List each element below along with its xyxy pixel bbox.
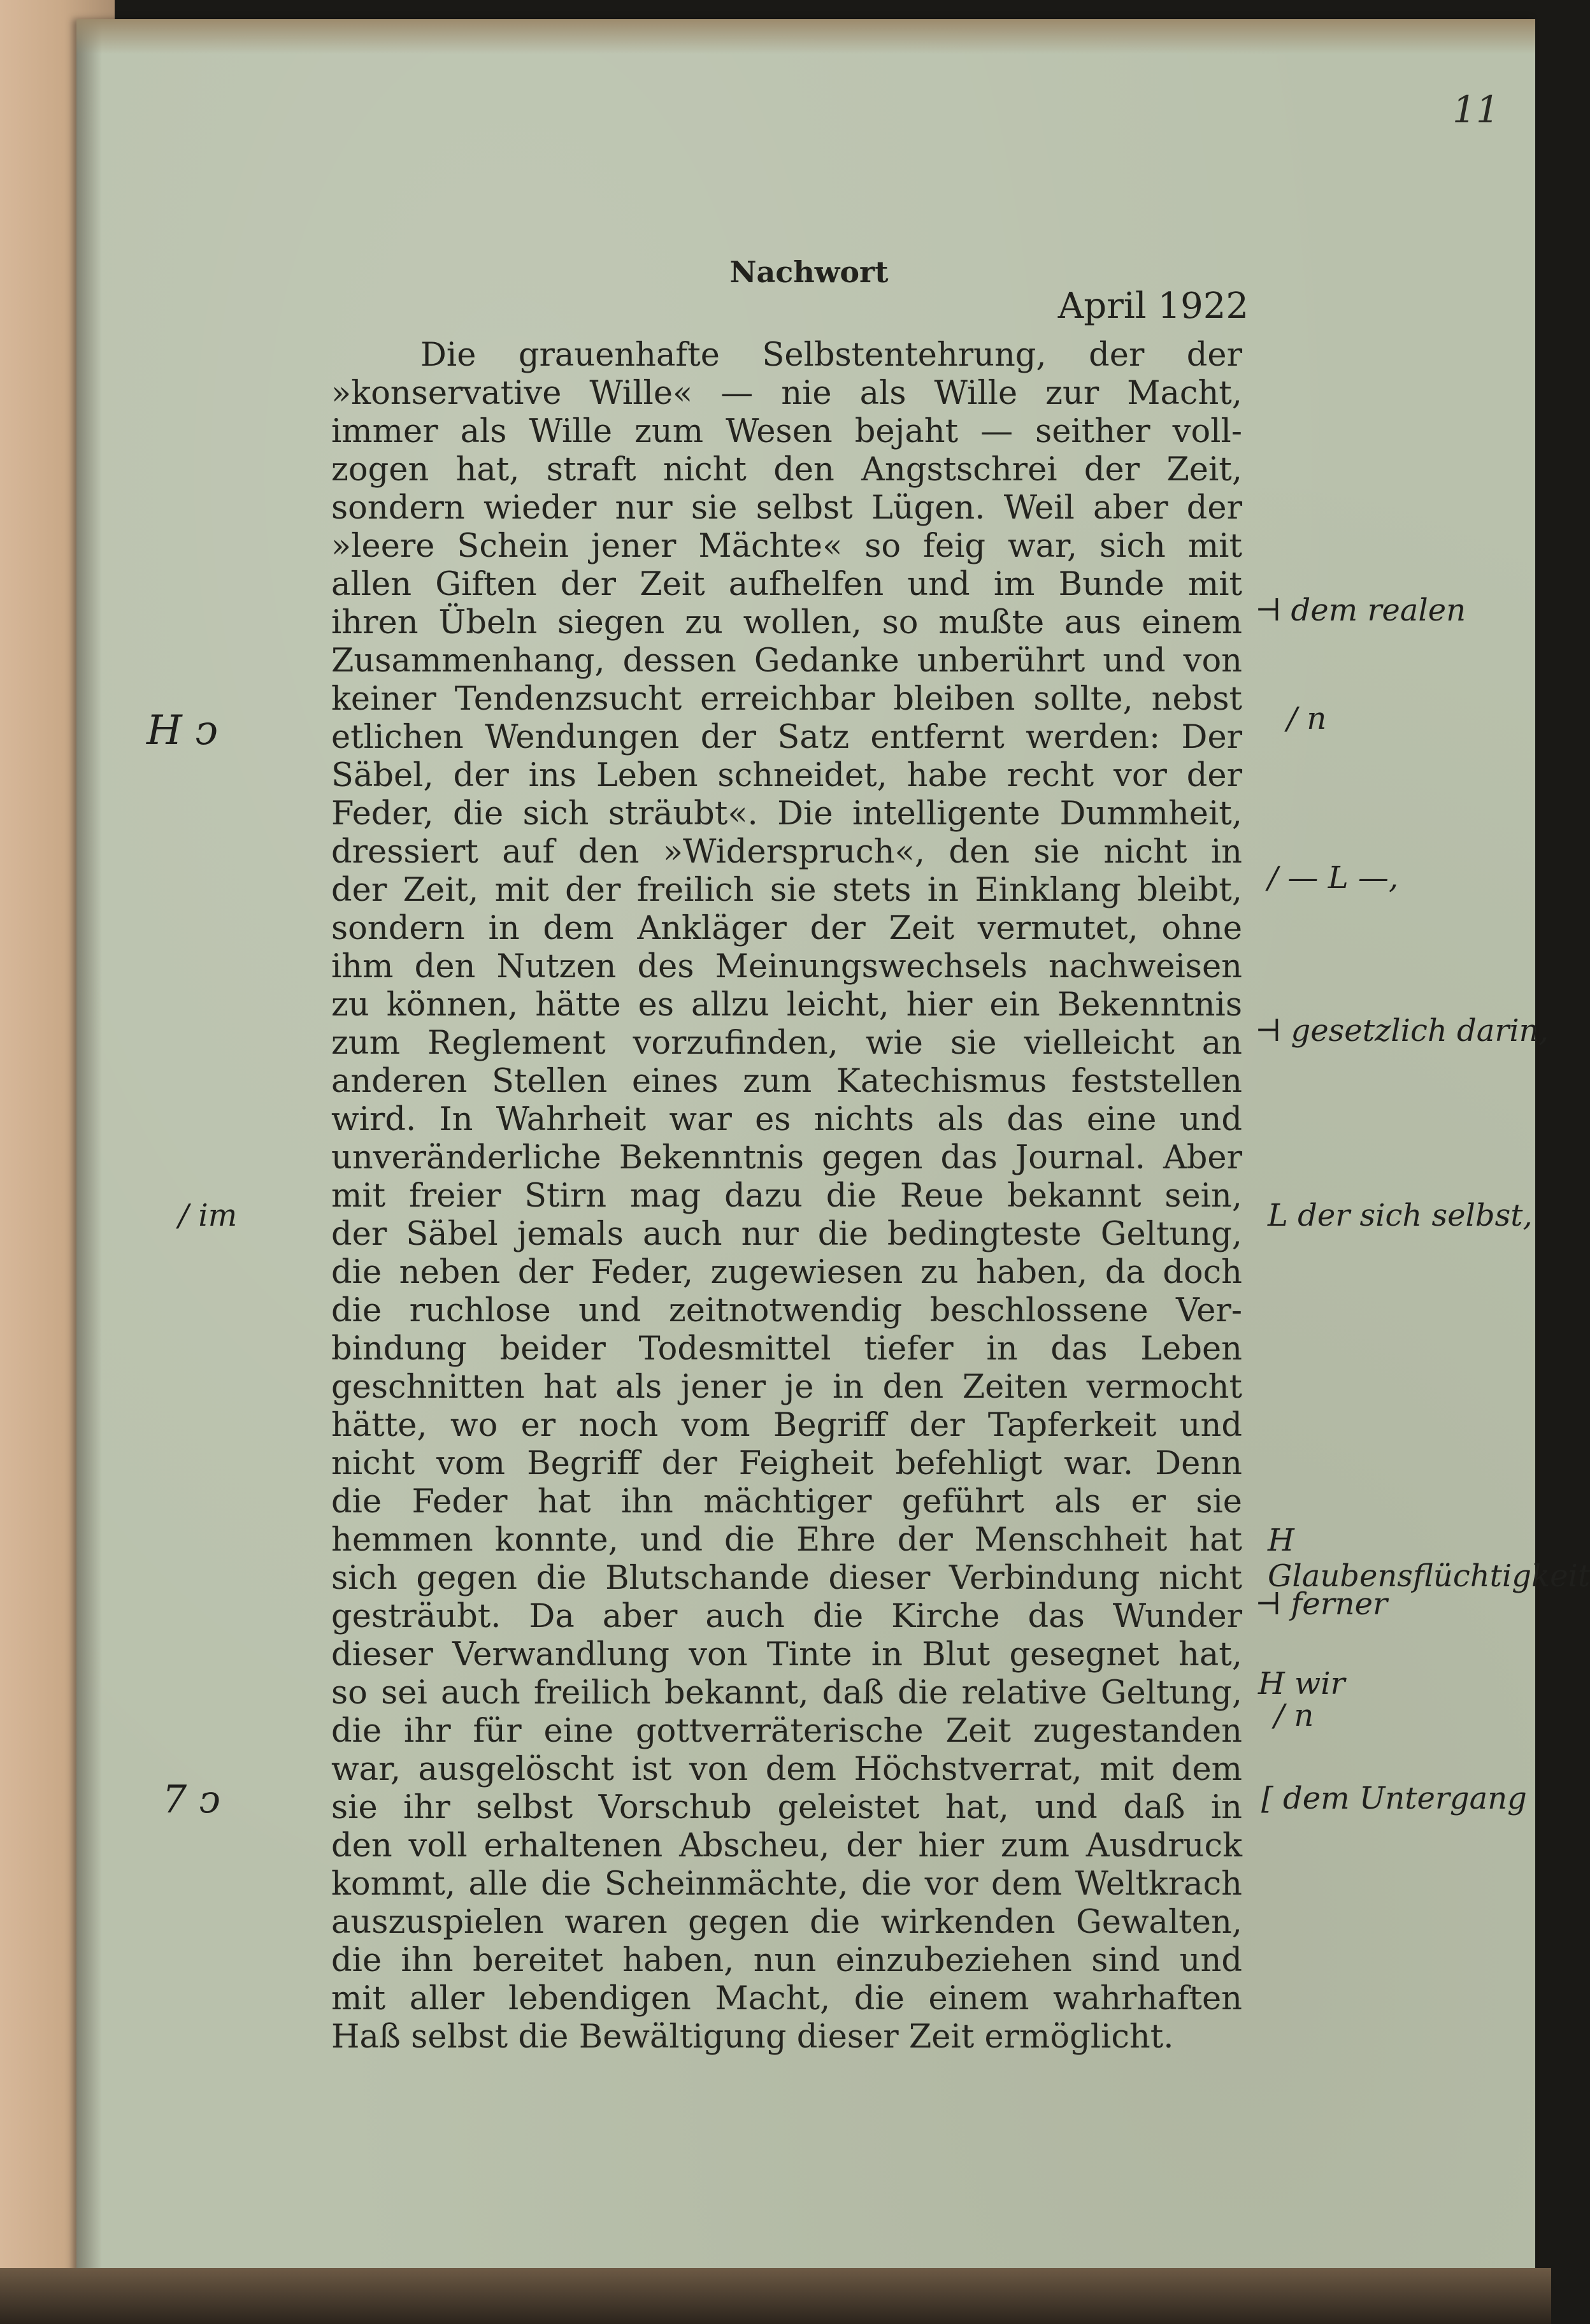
margin-note: / — L —, <box>1268 860 1399 896</box>
text-line: gesträubt. Da aber auch die Kirche das Wunder <box>331 1598 1242 1635</box>
text-line: Zusammenhang, dessen Gedanke unberührt und von <box>331 642 1242 680</box>
text-line: Feder, die sich sträubt«. Die intelligente Dummheit, <box>331 795 1242 833</box>
margin-note: 7 ↄ <box>162 1777 220 1822</box>
text-line: auszuspielen waren gegen die wirkenden Gewalten, <box>331 1904 1242 1941</box>
text-line: keiner Tendenzsucht erreichbar bleiben sollte, nebst <box>331 680 1242 718</box>
margin-note: / im <box>178 1198 238 1233</box>
margin-note: H Glaubensflüchtigkeit <box>1268 1523 1590 1594</box>
text-line: die Feder hat ihn mächtiger geführt als er sie <box>331 1483 1242 1521</box>
margin-note: ⊣ gesetzlich darin, <box>1255 1013 1549 1049</box>
text-line: zu können, hätte es allzu leicht, hier ein Bekenntnis <box>331 986 1242 1024</box>
text-line: sie ihr selbst Vorschub geleistet hat, und daß in <box>331 1789 1242 1826</box>
margin-note: / n <box>1274 1698 1314 1733</box>
text-line: anderen Stellen eines zum Katechismus feststellen <box>331 1063 1242 1100</box>
text-line: Säbel, der ins Leben schneidet, habe recht vor der <box>331 757 1242 794</box>
body-text <box>331 336 1242 2056</box>
text-line: ihm den Nutzen des Meinungswechsels nachweisen <box>331 948 1242 986</box>
text-line: dieser Verwandlung von Tinte in Blut gesegnet hat, <box>331 1636 1242 1674</box>
text-line: mit freier Stirn mag dazu die Reue bekannt sein, <box>331 1177 1242 1215</box>
margin-note: H ↄ <box>147 707 218 754</box>
text-line: hätte, wo er noch vom Begriff der Tapferkeit und <box>331 1407 1242 1444</box>
text-line: wird. In Wahrheit war es nichts als das eine und <box>331 1101 1242 1138</box>
text-line: der Zeit, mit der freilich sie stets in Einklang bleibt, <box>331 872 1242 909</box>
text-line: dressiert auf den »Widerspruch«, den sie nicht in <box>331 833 1242 871</box>
text-line: den voll erhaltenen Abscheu, der hier zum Ausdruck <box>331 1827 1242 1865</box>
date-line: April 1922 <box>1057 285 1249 327</box>
text-line: kommt, alle die Scheinmächte, die vor dem Weltkrach <box>331 1865 1242 1903</box>
margin-note: H wir <box>1258 1666 1345 1702</box>
text-line: sich gegen die Blutschande dieser Verbindung nicht <box>331 1560 1242 1597</box>
margin-note: [ dem Untergang <box>1261 1781 1527 1816</box>
text-line: bindung beider Todesmittel tiefer in das Leben <box>331 1330 1242 1368</box>
text-line: sondern wieder nur sie selbst Lügen. Weil aber der <box>331 489 1242 527</box>
text-line: hemmen konnte, und die Ehre der Menschheit hat <box>331 1521 1242 1559</box>
text-line: ihren Übeln siegen zu wollen, so mußte aus einem <box>331 604 1242 642</box>
page-bottom-edge <box>0 2268 1551 2324</box>
text-line: der Säbel jemals auch nur die bedingteste Geltung, <box>331 1216 1242 1253</box>
text-line: unveränderliche Bekenntnis gegen das Journal. Aber <box>331 1139 1242 1177</box>
margin-note: / n <box>1287 701 1327 736</box>
text-line: geschnitten hat als jener je in den Zeiten vermocht <box>331 1368 1242 1406</box>
text-line: immer als Wille zum Wesen bejaht — seither voll- <box>331 413 1242 450</box>
text-line: so sei auch freilich bekannt, daß die relative Geltung, <box>331 1674 1242 1712</box>
text-line: zogen hat, straft nicht den Angstschrei der Zeit, <box>331 451 1242 489</box>
text-line: Die grauenhafte Selbstentehrung, der der <box>420 336 1242 374</box>
page-spine-shadow <box>76 19 102 2287</box>
text-line: die ihn bereitet haben, nun einzubeziehen sind und <box>331 1942 1242 1979</box>
margin-note: ⊣ dem realen <box>1255 592 1466 628</box>
text-line: zum Reglement vorzufinden, wie sie vielleicht an <box>331 1024 1242 1062</box>
text-line: sondern in dem Ankläger der Zeit vermutet, ohne <box>331 910 1242 947</box>
margin-note: ⊣ ferner <box>1255 1586 1387 1622</box>
text-line: »konservative Wille« — nie als Wille zur Macht, <box>331 375 1242 412</box>
text-line: »leere Schein jener Mächte« so feig war, sich mit <box>331 527 1242 565</box>
page-heading: Nachwort <box>729 255 889 289</box>
text-line: die ruchlose und zeitnotwendig beschlossene Ver- <box>331 1292 1242 1330</box>
text-line: allen Giften der Zeit aufhelfen und im Bunde mit <box>331 566 1242 603</box>
text-line: die ihr für eine gottverräterische Zeit zugestanden <box>331 1712 1242 1750</box>
text-line: nicht vom Begriff der Feigheit befehligt war. Denn <box>331 1445 1242 1482</box>
text-line: etlichen Wendungen der Satz entfernt werden: Der <box>331 719 1242 756</box>
page-number: 11 <box>1452 88 1500 131</box>
text-line: mit aller lebendigen Macht, die einem wahrhaften <box>331 1980 1242 2018</box>
text-line: Haß selbst die Bewältigung dieser Zeit ermöglicht. <box>331 2018 1174 2056</box>
margin-note: L der sich selbst, <box>1268 1198 1533 1233</box>
text-line: war, ausgelöscht ist von dem Höchstverrat, mit dem <box>331 1751 1242 1788</box>
text-line: die neben der Feder, zugewiesen zu haben, da doch <box>331 1254 1242 1291</box>
page-top-edge <box>76 19 1535 54</box>
